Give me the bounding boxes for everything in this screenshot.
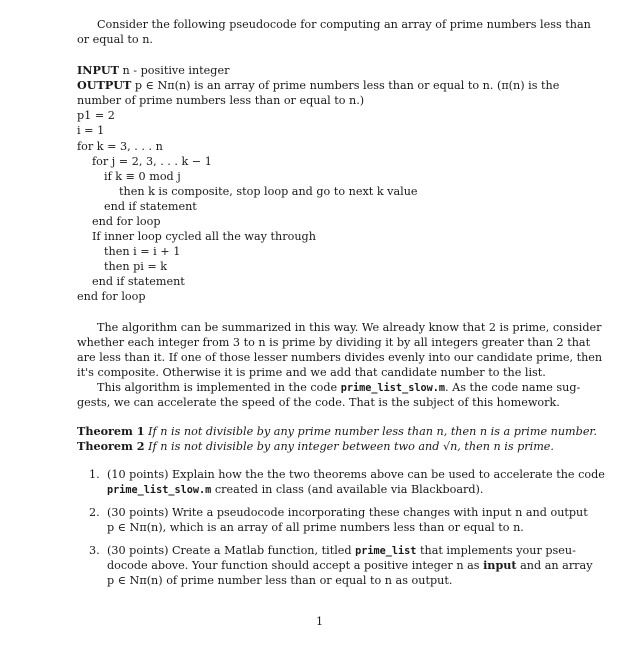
page-number: 1 <box>316 615 324 628</box>
question-3-line-2 <box>107 558 593 573</box>
code-line: then i = i + 1 <box>104 245 181 258</box>
code-line: If inner loop cycled all the way through <box>92 230 316 243</box>
intro-line-2: or equal to n. <box>77 33 153 46</box>
input-keyword: input <box>483 558 517 572</box>
input-text: n - positive integer <box>122 64 230 77</box>
code-line: then k is composite, stop loop and go to next k value <box>119 185 418 198</box>
question-3-line-1 <box>107 543 576 559</box>
question-1-text: created in class (and available via Blackboard). <box>211 483 484 496</box>
para1-line: are less than it. If one of those lesser numbers divides evenly into our candidate prime, then <box>77 351 603 364</box>
para2-line-2: gests, we can accelerate the speed of the code. That is the subject of this homework. <box>77 396 560 409</box>
code-line: end if statement <box>104 200 197 213</box>
code-line: if k ≡ 0 mod j <box>104 170 181 183</box>
question-1-line-1: (10 points) Explain how the the two theorems above can be used to accelerate the code <box>107 468 605 481</box>
code-filename: prime_list_slow.m <box>340 383 446 394</box>
question-1-line-2 <box>107 482 483 498</box>
code-line: end for loop <box>77 290 146 303</box>
question-number: 2. <box>89 506 100 519</box>
question-number: 1. <box>89 468 100 481</box>
para2-text: . As the code name sug- <box>445 381 581 394</box>
output-text: p ∈ Nπ(n) is an array of prime numbers less than or equal to n. (π(n) is the <box>134 79 560 92</box>
para1-line: it's composite. Otherwise it is prime and we add that candidate number to the list. <box>77 366 546 379</box>
para1-line: whether each integer from 3 to n is prime by dividing it by all integers greater than 2 that <box>77 336 591 349</box>
code-line: end if statement <box>92 275 185 288</box>
code-line: i = 1 <box>77 124 105 137</box>
para2-line-1 <box>97 380 580 396</box>
question-2-line-1: (30 points) Write a pseudocode incorporating these changes with input n and output <box>107 506 588 519</box>
code-line: for j = 2, 3, . . . k − 1 <box>92 155 212 168</box>
output-line-2: number of prime numbers less than or equal to n.) <box>77 94 365 107</box>
para2-text: This algorithm is implemented in the code <box>97 381 341 394</box>
theorem-2 <box>77 439 554 454</box>
function-name: prime_list <box>355 546 417 557</box>
code-line: p1 = 2 <box>77 109 115 122</box>
code-line: end for loop <box>92 215 161 228</box>
code-line: for k = 3, . . . n <box>77 140 163 153</box>
output-label: OUTPUT <box>77 78 132 92</box>
para1-line: The algorithm can be summarized in this way. We already know that 2 is prime, consider <box>97 321 602 334</box>
theorem-2-text: If n is not divisible by any integer between two and √n, then n is prime. <box>148 440 554 453</box>
output-line <box>77 78 559 93</box>
question-number: 3. <box>89 544 100 557</box>
question-3-text: and an array <box>516 559 593 572</box>
theorem-1 <box>77 424 597 439</box>
question-3-line-3: p ∈ Nπ(n) of prime number less than or equal to n as output. <box>107 574 453 587</box>
intro-line-1: Consider the following pseudocode for computing an array of prime numbers less than <box>97 18 591 31</box>
theorem-2-label: Theorem 2 <box>77 439 145 453</box>
question-3-text: (30 points) Create a Matlab function, titled <box>107 544 356 557</box>
question-3-text: that implements your pseu- <box>416 544 576 557</box>
input-line <box>77 63 229 78</box>
theorem-1-label: Theorem 1 <box>77 424 145 438</box>
input-label: INPUT <box>77 63 119 77</box>
question-3-text: docode above. Your function should accept a positive integer n as <box>107 559 484 572</box>
code-filename: prime_list_slow.m <box>107 485 212 496</box>
code-line: then pi = k <box>104 260 168 273</box>
theorem-1-text: If n is not divisible by any prime number less than n, then n is a prime number. <box>148 425 598 438</box>
question-2-line-2: p ∈ Nπ(n), which is an array of all prime numbers less than or equal to n. <box>107 521 524 534</box>
